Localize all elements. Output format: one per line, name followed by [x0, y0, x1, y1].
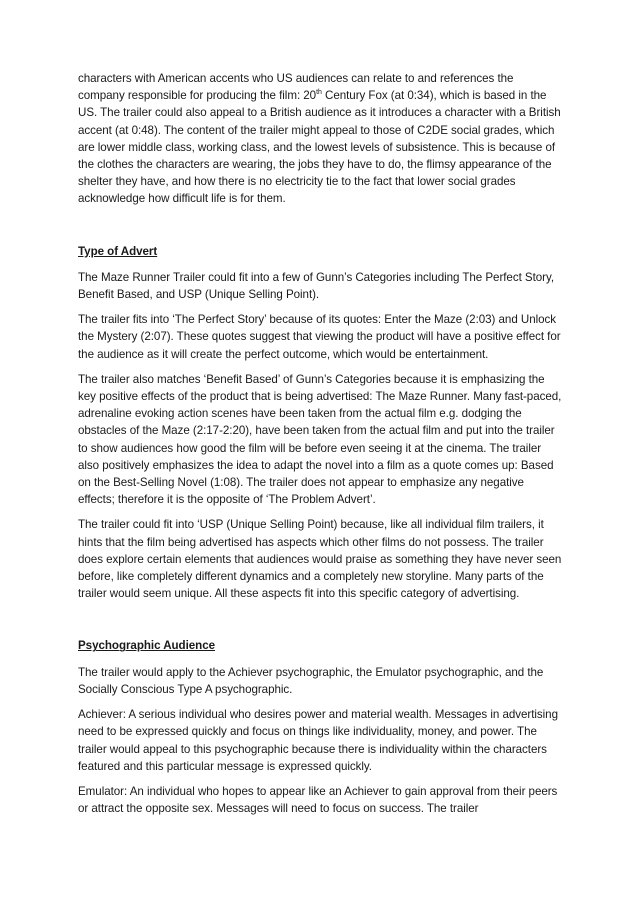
intro-paragraph — [78, 70, 563, 208]
section-spacer — [78, 216, 563, 243]
intro-text-part-1: characters with American accents who US audiences can relate to and references the company responsible for producing the film: 20 — [78, 72, 514, 103]
psychographic-paragraph: The trailer would apply to the Achiever psychographic, the Emulator psychographic, and the Socially Conscious Type A psychographic. — [78, 665, 544, 696]
intro-text-part-2: Century Fox (at 0:34), which is based in the US. The trailer could also appeal to a British audience as it introduces a character with a British accent (at 0:48). The content of the trailer might appeal to those of C2DE social grades, which are lower middle class, working class, and the lowest levels of subsistence. This is because of the clothes the characters are wearing, the jobs they have to do, the flimsy appearance of the shelter they have, and how there is no electricity tie to the fact that lower social grades acknowledge how difficult life is for them. — [78, 89, 561, 206]
type-of-advert-heading: Type of Advert — [78, 244, 158, 258]
section-spacer — [78, 610, 563, 637]
type-of-advert-paragraph: The trailer could fit into ‘USP (Unique Selling Point) because, like all individual film trailers, it hints that the film being advertised has aspects which other films do not possess. The trailer does explore certain elements that audiences would praise as something they have never seen before, like completely different dynamics and a completely new storyline. Many parts of the trailer would seem unique. All these aspects fit into this specific category of advertising. — [78, 518, 562, 601]
document-page — [78, 70, 563, 825]
type-of-advert-paragraph: The trailer also matches ‘Benefit Based’ of Gunn’s Categories because it is emphasizing the key positive effects of the product that is being advertised: The Maze Runner. Many fast-paced, adrenaline evoking action scenes have been taken from the actual film e.g. dodging the obstacles of the Maze (2:17-2:20), have been taken from the actual film and put into the trailer to show audiences how good the film will be before even seeing it at the cinema. The trailer also positively emphasizes the idea to adapt the novel into a film as a quote comes up: Based on the Best-Selling Novel (1:08). The trailer does not appear to emphasize any negative effects; therefore it is the opposite of ‘The Problem Advert’. — [78, 372, 562, 507]
type-of-advert-paragraph: The trailer fits into ‘The Perfect Story’ because of its quotes: Enter the Maze (2:03) and Unlock the Mystery (2:07). These quotes suggest that viewing the product will have a positive effect for the audience as it will create the perfect outcome, which would be entertainment. — [78, 313, 561, 361]
psychographic-paragraph: Achiever: A serious individual who desires power and material wealth. Messages in advertising need to be expressed quickly and focus on things like individuality, money, and power. The trailer would appeal to this psychographic because there is individuality within the characters featured and this particular message is expressed quickly. — [78, 708, 558, 773]
psychographic-heading: Psychographic Audience — [78, 639, 215, 653]
ordinal-superscript: th — [316, 89, 322, 97]
psychographic-paragraph: Emulator: An individual who hopes to appear like an Achiever to gain approval from their peers or attract the opposite sex. Messages will need to focus on success. The trailer — [78, 784, 558, 816]
type-of-advert-paragraph: The Maze Runner Trailer could fit into a few of Gunn’s Categories including The Perfect Story, Benefit Based, and USP (Unique Selling Point). — [78, 270, 555, 302]
